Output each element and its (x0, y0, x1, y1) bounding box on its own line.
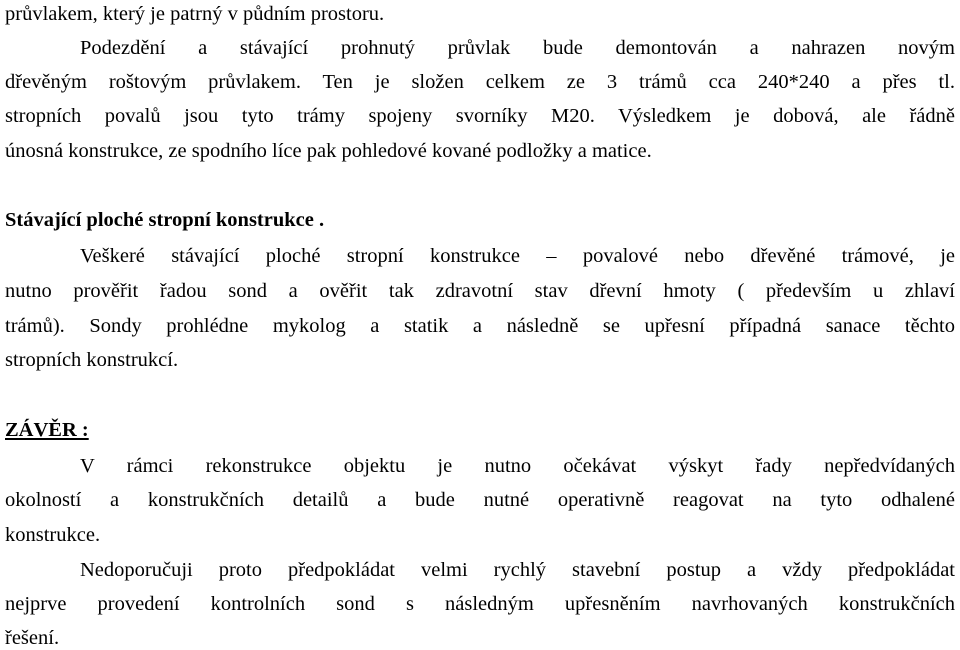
section-heading: Stávající ploché stropní konstrukce . (5, 209, 325, 231)
paragraph-line: okolností a konstrukčních detailů a bude nutné operativně reagovat na tyto odhalené (5, 489, 955, 511)
paragraph-line: dřevěným roštovým průvlakem. Ten je složen celkem ze 3 trámů cca 240*240 a přes tl. (5, 71, 955, 93)
paragraph-line: nejprve provedení kontrolních sond s následným upřesněním navrhovaných konstrukčních (5, 593, 955, 615)
paragraph-line: trámů). Sondy prohlédne mykolog a statik a následně se upřesní případná sanace těchto (5, 315, 955, 337)
paragraph-line: únosná konstrukce, ze spodního líce pak pohledové kované podložky a matice. (5, 140, 652, 162)
paragraph-line: Veškeré stávající ploché stropní konstrukce – povalové nebo dřevěné trámové, je (80, 245, 955, 267)
paragraph-line: Nedoporučuji proto předpokládat velmi rychlý stavební postup a vždy předpokládat (80, 559, 955, 581)
paragraph-line: nutno prověřit řadou sond a ověřit tak zdravotní stav dřevní hmoty ( především u zhlaví (5, 280, 955, 302)
paragraph-line: konstrukce. (5, 524, 101, 546)
conclusion-heading: ZÁVĚR : (5, 419, 89, 441)
paragraph-line: V rámci rekonstrukce objektu je nutno očekávat výskyt řady nepředvídaných (80, 455, 955, 477)
paragraph-line: řešení. (5, 627, 60, 649)
paragraph-line: stropních povalů jsou tyto trámy spojeny svorníky M20. Výsledkem je dobová, ale řádně (5, 105, 955, 127)
paragraph-line: Podezdění a stávající prohnutý průvlak bude demontován a nahrazen novým (80, 37, 955, 59)
paragraph-line: stropních konstrukcí. (5, 349, 179, 371)
paragraph-line: průvlakem, který je patrný v půdním prostoru. (5, 3, 385, 25)
